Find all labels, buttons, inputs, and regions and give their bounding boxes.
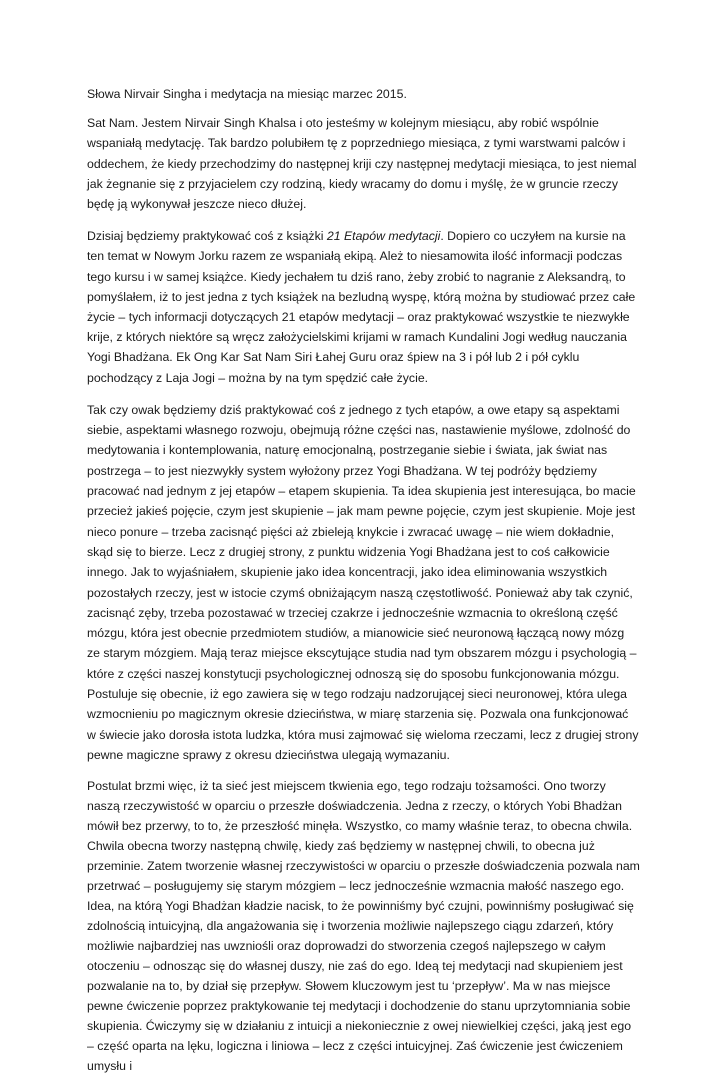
book-title: 21 Etapów medytacji xyxy=(326,229,441,244)
paragraph-2 xyxy=(87,226,640,388)
document-page xyxy=(87,84,640,1088)
paragraph-2-start: Dzisiaj będziemy praktykować coś z książki xyxy=(87,229,327,244)
paragraph-2-rest: . Dopiero co uczyłem na kursie na ten temat w Nowym Jorku razem ze wspaniałą ekipą. Ależ to niesamowita ilość informacji podczas tego kursu i w samej książce. Kiedy jechałem tu dziś rano, żeby zrobić to nagranie z Aleksandrą, to pomyślałem, iż to jest jedna z tych książek na bezludną wyspę, którą można by studiować przez całe życie – tych informacji dotyczących 21 etapów medytacji – oraz praktykować wszystkie te niezwykłe krije, z których niektóre są wręcz założycielskimi krijami w ramach Kundalini Jogi według nauczania Yogi Bhadżana. Ek Ong Kar Sat Nam Siri Łahej Guru oraz śpiew na 3 i pół lub 2 i pół cyklu pochodzący z Laja Jogi – można by na tym spędzić całe życie. xyxy=(87,229,636,385)
paragraph-3: Tak czy owak będziemy dziś praktykować coś z jednego z tych etapów, a owe etapy są aspektami siebie, aspektami własnego rozwoju, obejmują różne części nas, nastawienie myślowe, zdolność do medytowania i kontemplowania, naturę emocjonalną, postrzeganie siebie i świata, jak świat nas postrzega – to jest niezwykły system wyłożony przez Yogi Bhadżana. W tej podróży będziemy pracować nad jednym z jej etapów – etapem skupienia. Ta idea skupienia jest interesująca, bo macie przecież jakieś pojęcie, czym jest skupienie – jak mam pewne pojęcie, czym jest skupienie. Moje jest nieco ponure – trzeba zacisnąć pięści aż zbieleją knykcie i zwracać uwagę – nie wiem dokładnie, skąd się to bierze. Lecz z drugiej strony, z punktu widzenia Yogi Bhadżana jest to coś całkowicie innego. Jak to wyjaśniałem, skupienie jako idea koncentracji, jako idea eliminowania wszystkich pozostałych rzeczy, jest w istocie czymś obniżającym naszą częstotliwość. Ponieważ aby tak czynić, zacisnąć zęby, trzeba pozostawać w trzeciej czakrze i jednocześnie wzmacnia to określoną część mózgu, która jest obecnie przedmiotem studiów, a mianowicie sieć neuronową łączącą nowy mózg ze starym mózgiem. Mają teraz miejsce ekscytujące studia nad tym obszarem mózgu i psychologią – które z części naszej konstytucji psychologicznej odnoszą się do sposobu funkcjonowania mózgu. Postuluje się obecnie, iż ego zawiera się w tego rodzaju nadzorującej sieci neuronowej, która ulega wzmocnieniu po magicznym okresie dzieciństwa, w miarę starzenia się. Pozwala ona funkcjonować w świecie jako dorosła istota ludzka, która musi zajmować się wieloma rzeczami, lecz z drugiej strony pewne magiczne sprawy z okresu dzieciństwa ulegają wymazaniu. xyxy=(87,402,639,762)
document-heading: Słowa Nirvair Singha i medytacja na miesiąc marzec 2015. xyxy=(87,87,407,101)
paragraph-4: Postulat brzmi więc, iż ta sieć jest miejscem tkwienia ego, tego rodzaju tożsamości. Ono tworzy naszą rzeczywistość w oparciu o przeszłe doświadczenia. Jedna z rzeczy, o których Yobi Bhadżan mówił bez przerwy, to to, że przeszłość minęła. Wszystko, co mamy właśnie teraz, to obecna chwila. Chwila obecna tworzy następną chwilę, kiedy zaś będziemy w następnej chwili, to obecna już przeminie. Zatem tworzenie własnej rzeczywistości w oparciu o przeszłe doświadczenia pozwala nam przetrwać – posługujemy się starym mózgiem – lecz jednocześnie wzmacnia małość naszego ego. Idea, na którą Yogi Bhadżan kładzie nacisk, to że powinniśmy być czujni, powinniśmy posługiwać się zdolnością intuicyjną, dla angażowania się i tworzenia możliwie najlepszego ciągu zdarzeń, który możliwie najbardziej nas uwzniośli oraz doprowadzi do stworzenia czegoś najlepszego w całym otoczeniu – odnosząc się do własnej duszy, nie zaś do ego. Ideą tej medytacji nad skupieniem jest pozwalanie na to, by dział się przepływ. Słowem kluczowym jest tu ‘przepływ’. Ma w nas miejsce pewne ćwiczenie poprzez praktykowanie tej medytacji i dochodzenie do stanu uprzytomniania sobie skupienia. Ćwiczymy się w działaniu z intuicji a niekoniecznie z owej niewielkiej części, jaką jest ego – część oparta na lęku, logiczna i liniowa – lecz z części intuicyjnej. Zaś ćwiczenie jest ćwiczeniem umysłu i xyxy=(87,779,640,1073)
paragraph-1: Sat Nam. Jestem Nirvair Singh Khalsa i oto jesteśmy w kolejnym miesiącu, aby robić wspólnie wspaniałą medytację. Tak bardzo polubiłem tę z poprzedniego miesiąca, z tymi warstwami palców i oddechem, że kiedy przechodzimy do następnej kriji czy następnej medytacji miesiąca, to jest niemal jak żegnanie się z przyjacielem czy rodziną, kiedy wracamy do domu i myślę, że w gruncie rzeczy będę ją wykonywał jeszcze nieco dłużej. xyxy=(87,116,637,212)
